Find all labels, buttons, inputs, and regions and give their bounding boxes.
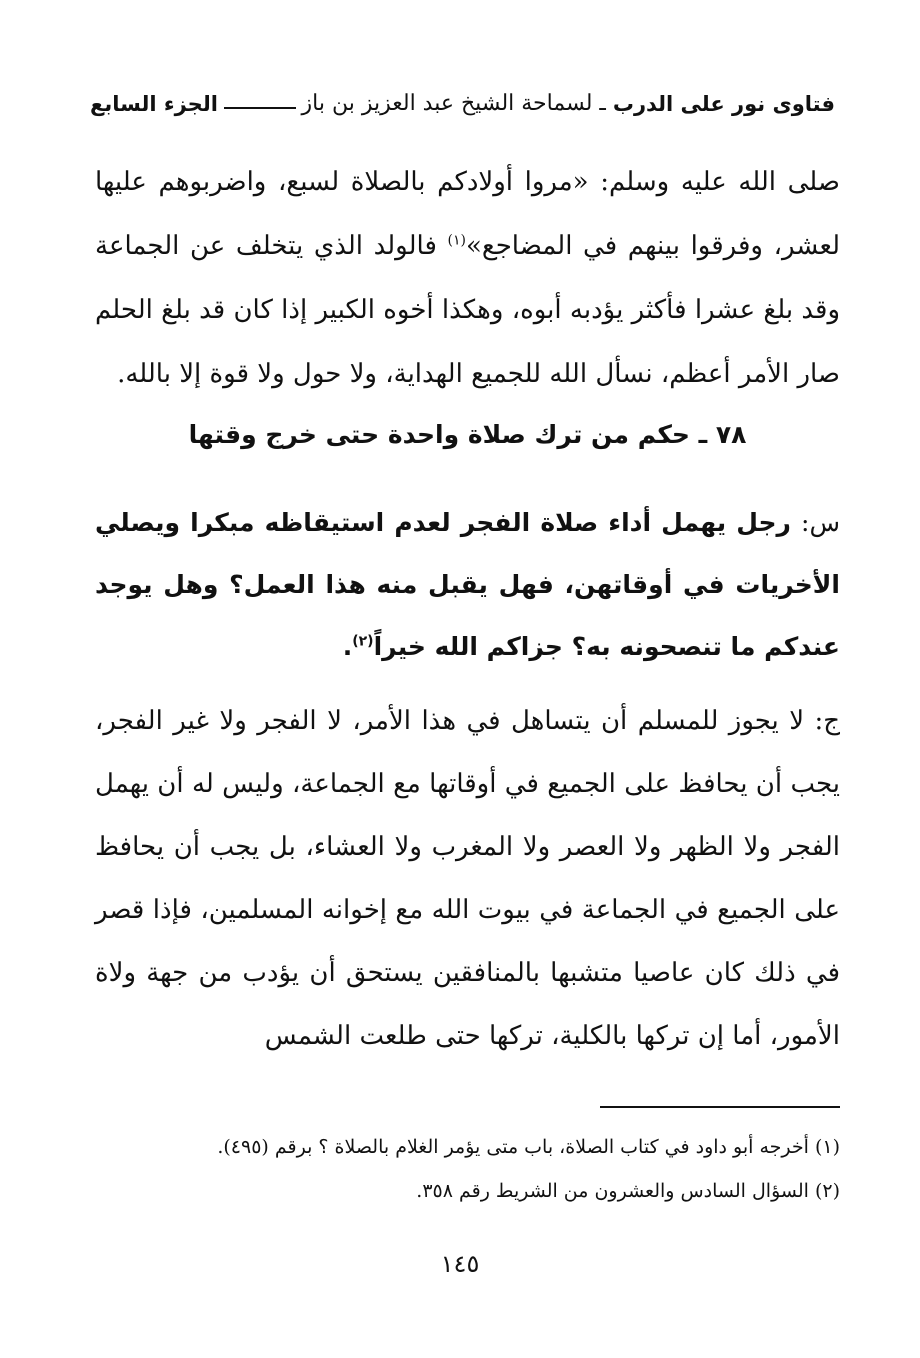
question-end: .	[342, 632, 353, 661]
author-name: لسماحة الشيخ عبد العزيز بن باز	[301, 91, 593, 116]
footnote-rule	[600, 1106, 840, 1108]
question-block	[95, 492, 840, 678]
answer-text: لا يجوز للمسلم أن يتساهل في هذا الأمر، لا الفجر ولا غير الفجر، يجب أن يحافظ على الجميع في أوقاتها مع الجماعة، وليس له أن يهمل الفجر ولا الظهر ولا العصر ولا المغرب ولا العشاء، بل يجب أن يحافظ على الجميع في الجماعة في بيوت الله مع إخوانه المسلمين، فإذا قصر في ذلك كان عاصيا متشبها بالمنافقين يستحق أن يؤدب من جهة ولاة الأمور، أما إن تركها بالكلية، تركها حتى طلعت الشمس	[95, 706, 840, 1051]
running-header	[90, 86, 835, 122]
header-rule	[224, 107, 296, 109]
section-heading: ٧٨ ـ حكم من ترك صلاة واحدة حتى خرج وقتها	[188, 420, 747, 449]
page-number: ١٤٥	[440, 1250, 480, 1278]
intro-text-end: فالولد الذي يتخلف عن الجماعة وقد بلغ عشرا فأكثر يؤدبه أبوه، وهكذا أخوه الكبير إذا كان قد بلغ الحلم صار الأمر أعظم، نسأل الله للجميع الهداية، ولا حول ولا قوة إلا بالله.	[95, 231, 840, 389]
intro-text-start: صلى الله عليه وسلم: «مروا أولادكم بالصلاة لسبع، واضربوهم عليها لعشر، وفرقوا بينهم في المضاجع»	[95, 167, 840, 261]
volume-label: الجزء السابع	[90, 92, 218, 116]
footnote-2: (٢) السؤال السادس والعشرون من الشريط رقم ٣٥٨.	[416, 1180, 840, 1202]
header-separator: ـ	[592, 91, 613, 116]
answer-prefix: ج:	[814, 706, 840, 736]
question-prefix: س:	[801, 508, 840, 537]
footnote-ref-1: (١)	[447, 232, 466, 249]
intro-paragraph	[95, 150, 840, 406]
question-text: رجل يهمل أداء صلاة الفجر لعدم استيقاظه مبكرا ويصلي الأخريات في أوقاتهن، فهل يقبل منه هذا العمل؟ وهل يوجد عندكم ما تنصحونه به؟ جزاكم الله خيراً	[95, 508, 840, 661]
answer-block	[95, 690, 840, 1068]
footnotes	[95, 1125, 840, 1213]
footnote-ref-2: (٢)	[352, 633, 374, 650]
book-title: فتاوى نور على الدرب	[612, 92, 835, 116]
footnote-1: (١) أخرجه أبو داود في كتاب الصلاة، باب متى يؤمر الغلام بالصلاة ؟ برقم (٤٩٥).	[217, 1136, 840, 1158]
